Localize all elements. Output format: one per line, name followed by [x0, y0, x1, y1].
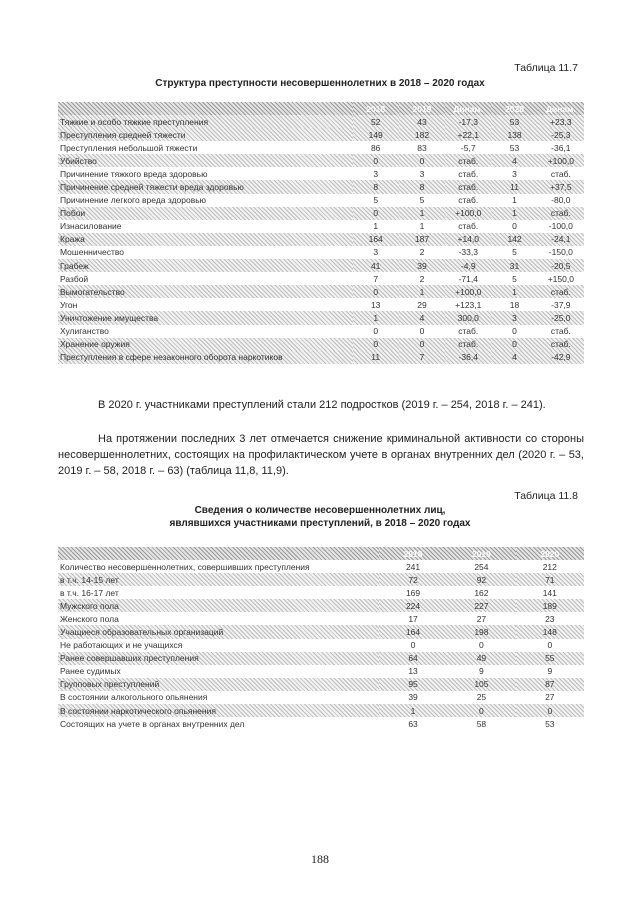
- table-cell: +23,3: [538, 115, 584, 128]
- table-cell: 25: [476, 692, 487, 703]
- table-row: [58, 704, 584, 717]
- table-cell: 254: [474, 561, 489, 572]
- table-cell: 27: [476, 613, 487, 624]
- table-cell: стаб.: [458, 195, 479, 206]
- table-cell: 4: [491, 154, 537, 167]
- column-header: [58, 547, 379, 560]
- table-cell: 41: [353, 259, 399, 272]
- table-cell: 138: [491, 128, 537, 141]
- table-row: [58, 311, 584, 324]
- table1-caption: Таблица 11.7: [514, 62, 578, 74]
- table2-title-line2: являвшихся участниками преступлений, в 2018 – 2020 годах: [169, 518, 471, 529]
- table-cell: 0: [410, 640, 416, 651]
- table-cell: 189: [516, 599, 584, 612]
- table-cell: -71,4: [458, 273, 478, 284]
- table-cell: 92: [447, 573, 515, 586]
- row-label: Угон: [60, 299, 78, 310]
- table-cell: стаб.: [538, 285, 584, 298]
- table-cell: стаб.: [458, 168, 479, 179]
- table-cell: 241: [405, 561, 421, 572]
- table-cell: 105: [447, 678, 515, 691]
- table-cell: 11: [353, 351, 399, 364]
- row-label: Причинение тяжкого вреда здоровью: [60, 168, 208, 179]
- table-cell: 224: [379, 599, 447, 612]
- table-row: [58, 639, 584, 652]
- table-cell: 53: [491, 115, 537, 128]
- table-cell: +100,0: [445, 207, 491, 220]
- table-row: [58, 665, 584, 678]
- table-cell: -36,1: [551, 142, 571, 153]
- table-cell: 0: [491, 338, 537, 351]
- table-row: [58, 194, 584, 207]
- table-row: [58, 167, 584, 180]
- table1: [58, 102, 584, 364]
- table-cell: -5,7: [460, 142, 476, 153]
- table-cell: 169: [405, 587, 421, 598]
- table-cell: 4: [491, 351, 537, 364]
- table-cell: 49: [447, 652, 515, 665]
- table-cell: 53: [545, 718, 555, 729]
- row-label: в т.ч. 14-15 лет: [58, 573, 379, 586]
- table-cell: 2: [419, 273, 425, 284]
- table-row: [58, 246, 584, 259]
- table-row: [58, 298, 584, 311]
- table-cell: 182: [399, 128, 445, 141]
- table-cell: 141: [542, 587, 557, 598]
- table-cell: 52: [353, 115, 399, 128]
- table-cell: 1: [373, 221, 379, 232]
- table-row: [58, 259, 584, 272]
- table-cell: -42,9: [538, 351, 584, 364]
- table-cell: -17,3: [445, 115, 491, 128]
- row-label: Кража: [58, 233, 353, 246]
- table2: [58, 547, 584, 730]
- row-label: Ранее судимых: [60, 666, 121, 677]
- table-cell: -37,9: [551, 299, 571, 310]
- table-cell: +22,1: [445, 128, 491, 141]
- table1-title: Структура преступности несовершеннолетних в 2018 – 2020 годах: [155, 78, 485, 89]
- row-label: Ранее совершавших преступления: [58, 652, 379, 665]
- table-row: [58, 599, 584, 612]
- table-row: [58, 141, 584, 154]
- row-label: В состоянии наркотического опьянения: [58, 704, 379, 717]
- page-number: 188: [311, 852, 329, 866]
- table-cell: 1: [399, 207, 445, 220]
- table-cell: 7: [399, 351, 445, 364]
- table-cell: 0: [353, 207, 399, 220]
- row-label: Изнасилование: [60, 221, 122, 232]
- table2-title-line1: Сведения о количестве несовершеннолетних лиц,: [194, 505, 446, 516]
- table-cell: -20,5: [538, 259, 584, 272]
- table-cell: -4,9: [445, 259, 491, 272]
- table-cell: 13: [408, 666, 418, 677]
- column-header: [58, 102, 353, 115]
- table-row: [58, 285, 584, 298]
- table-cell: 53: [509, 142, 520, 153]
- row-label: Убийство: [58, 154, 353, 167]
- table-row: [58, 652, 584, 665]
- row-label: Вымогательство: [58, 285, 353, 298]
- table-cell: стаб.: [445, 180, 491, 193]
- table-cell: 2: [419, 247, 425, 258]
- table-row: [58, 128, 584, 141]
- table-cell: 0: [512, 221, 517, 232]
- table-cell: 71: [516, 573, 584, 586]
- table-cell: 17: [408, 613, 418, 624]
- table-cell: -100,0: [548, 221, 573, 232]
- row-label: Мужского пола: [58, 599, 379, 612]
- table-row: [58, 573, 584, 586]
- row-label: Женского пола: [60, 613, 119, 624]
- table-cell: 1: [353, 311, 399, 324]
- table-cell: 5: [419, 195, 425, 206]
- table-cell: 3: [491, 311, 537, 324]
- table-row: [58, 625, 584, 638]
- table-cell: 300,0: [445, 311, 491, 324]
- table-cell: 18: [509, 299, 520, 310]
- table-cell: 31: [491, 259, 537, 272]
- table-cell: стаб.: [538, 207, 584, 220]
- table-cell: 149: [353, 128, 399, 141]
- row-label: в т.ч. 16-17 лет: [60, 587, 119, 598]
- table-cell: 1: [379, 704, 447, 717]
- table-cell: стаб.: [550, 168, 571, 179]
- table-cell: 5: [512, 247, 517, 258]
- table-row: [58, 586, 584, 599]
- row-label: Побои: [58, 207, 353, 220]
- table-cell: 212: [542, 561, 557, 572]
- table-cell: 3: [512, 168, 517, 179]
- row-label: Мошенничество: [60, 247, 125, 258]
- row-label: В состоянии алкогольного опьянения: [60, 692, 208, 703]
- table-cell: +100,0: [445, 285, 491, 298]
- row-label: Групповых преступлений: [58, 678, 379, 691]
- table-cell: стаб.: [458, 221, 479, 232]
- table-cell: стаб.: [445, 154, 491, 167]
- row-label: Состоящих на учете в органах внутренних дел: [60, 718, 245, 729]
- table-row: [58, 351, 584, 364]
- table-row: [58, 691, 584, 704]
- table-cell: 0: [516, 704, 584, 717]
- table-row: [58, 325, 584, 338]
- table-cell: 0: [373, 326, 379, 337]
- table-cell: 11: [491, 180, 537, 193]
- table-cell: 0: [447, 704, 515, 717]
- table-cell: 162: [474, 587, 489, 598]
- table-cell: 4: [399, 311, 445, 324]
- row-label: Преступления в сфере незаконного оборота наркотиков: [58, 351, 353, 364]
- table-cell: 1: [419, 221, 425, 232]
- table-row: [58, 678, 584, 691]
- table-cell: стаб.: [458, 326, 479, 337]
- row-label: Хулиганство: [60, 326, 109, 337]
- paragraph-trend: На протяжении последних 3 лет отмечается снижение криминальной активности со стороны несовершеннолетних, состоящих на профилактическом учете в органах внутренних дел (2020 г. – 53, 2019 г. – 58, 2018 г. – 63) (таблица 11,8, 11,9).: [58, 433, 584, 477]
- table-cell: 9: [479, 666, 484, 677]
- table-row: [58, 338, 584, 351]
- table-cell: 8: [399, 180, 445, 193]
- table-cell: 63: [408, 718, 418, 729]
- table-cell: -33,3: [458, 247, 478, 258]
- table-row: [58, 180, 584, 193]
- table-cell: 95: [379, 678, 447, 691]
- table-cell: 23: [545, 613, 555, 624]
- table-cell: 0: [399, 338, 445, 351]
- table-header-row: [58, 102, 584, 115]
- table-row: [58, 220, 584, 233]
- row-label: Причинение легкого вреда здоровью: [60, 195, 207, 206]
- table-cell: 0: [419, 326, 425, 337]
- table-cell: 43: [399, 115, 445, 128]
- table-cell: 0: [353, 154, 399, 167]
- table-row: [58, 233, 584, 246]
- table-cell: +123,1: [455, 299, 482, 310]
- table-cell: стаб.: [550, 326, 571, 337]
- table2-caption: Таблица 11.8: [514, 490, 578, 502]
- table-cell: 39: [408, 692, 418, 703]
- row-label: Тяжкие и особо тяжкие преступления: [58, 115, 353, 128]
- table-cell: 142: [491, 233, 537, 246]
- row-label: Количество несовершеннолетних, совершивших преступления: [60, 561, 310, 572]
- table-cell: +14,0: [445, 233, 491, 246]
- column-header: 2019: [399, 102, 445, 115]
- table-cell: 5: [512, 273, 517, 284]
- table-cell: 8: [353, 180, 399, 193]
- table-cell: 83: [417, 142, 427, 153]
- row-label: Разбой: [60, 273, 89, 284]
- row-label: Учащиеся образовательных организаций: [58, 625, 379, 638]
- table-cell: -80,0: [551, 195, 571, 206]
- table-row: [58, 612, 584, 625]
- table-cell: 1: [491, 285, 537, 298]
- table-cell: 7: [373, 273, 379, 284]
- table-cell: 87: [516, 678, 584, 691]
- row-label: Уничтожение имущества: [58, 311, 353, 324]
- table-cell: -150,0: [548, 247, 573, 258]
- column-header: Динам.: [445, 102, 491, 115]
- row-label: Преступления средней тяжести: [58, 128, 353, 141]
- table-cell: -36,4: [445, 351, 491, 364]
- table-row: [58, 115, 584, 128]
- table-row: [58, 717, 584, 730]
- table-cell: 58: [476, 718, 487, 729]
- table-cell: стаб.: [538, 338, 584, 351]
- table-cell: 3: [373, 168, 379, 179]
- table-cell: 1: [512, 195, 517, 206]
- row-label: Причинение средней тяжести вреда здоровью: [58, 180, 353, 193]
- table-cell: +37,5: [538, 180, 584, 193]
- column-header: 2020: [491, 102, 537, 115]
- table-cell: 164: [353, 233, 399, 246]
- table-row: [58, 560, 584, 573]
- table-row: [58, 207, 584, 220]
- table-cell: 148: [516, 625, 584, 638]
- table-cell: 164: [379, 625, 447, 638]
- table-cell: -24,1: [538, 233, 584, 246]
- table-cell: 198: [447, 625, 515, 638]
- table-cell: 0: [479, 640, 484, 651]
- table-cell: 29: [417, 299, 427, 310]
- table-row: [58, 272, 584, 285]
- table-cell: 3: [419, 168, 425, 179]
- table-cell: -25,3: [538, 128, 584, 141]
- table-header-row: [58, 547, 584, 560]
- table-cell: 72: [379, 573, 447, 586]
- table-cell: 1: [491, 207, 537, 220]
- table-cell: 0: [353, 338, 399, 351]
- column-header: 2019: [447, 547, 515, 560]
- table-cell: 227: [447, 599, 515, 612]
- row-label: Грабеж: [58, 259, 353, 272]
- table-cell: 0: [399, 154, 445, 167]
- table-cell: +150,0: [547, 273, 574, 284]
- table-cell: +100,0: [538, 154, 584, 167]
- table-cell: 55: [516, 652, 584, 665]
- table-cell: 0: [353, 285, 399, 298]
- table-cell: 13: [370, 299, 381, 310]
- paragraph-participants: В 2020 г. участниками преступлений стали 212 подростков (2019 г. – 254, 2018 г. – 241).: [98, 399, 546, 411]
- table-cell: 1: [399, 285, 445, 298]
- row-label: Преступления небольшой тяжести: [60, 142, 198, 153]
- table-cell: 9: [547, 666, 553, 677]
- row-label: Не работающих и не учащихся: [60, 640, 183, 651]
- table-cell: 3: [373, 247, 379, 258]
- row-label: Хранение оружия: [58, 338, 353, 351]
- column-header: Динам.: [538, 102, 584, 115]
- column-header: 2020: [516, 547, 584, 560]
- table-cell: -25,0: [538, 311, 584, 324]
- table-cell: 0: [512, 326, 517, 337]
- table-row: [58, 154, 584, 167]
- table-cell: 187: [399, 233, 445, 246]
- table-cell: 5: [373, 195, 379, 206]
- table-cell: 0: [547, 640, 553, 651]
- table-cell: 86: [370, 142, 381, 153]
- column-header: 2018: [353, 102, 399, 115]
- table-cell: стаб.: [445, 338, 491, 351]
- column-header: 2018: [379, 547, 447, 560]
- table-cell: 27: [545, 692, 555, 703]
- table-cell: 39: [399, 259, 445, 272]
- table-cell: 64: [379, 652, 447, 665]
